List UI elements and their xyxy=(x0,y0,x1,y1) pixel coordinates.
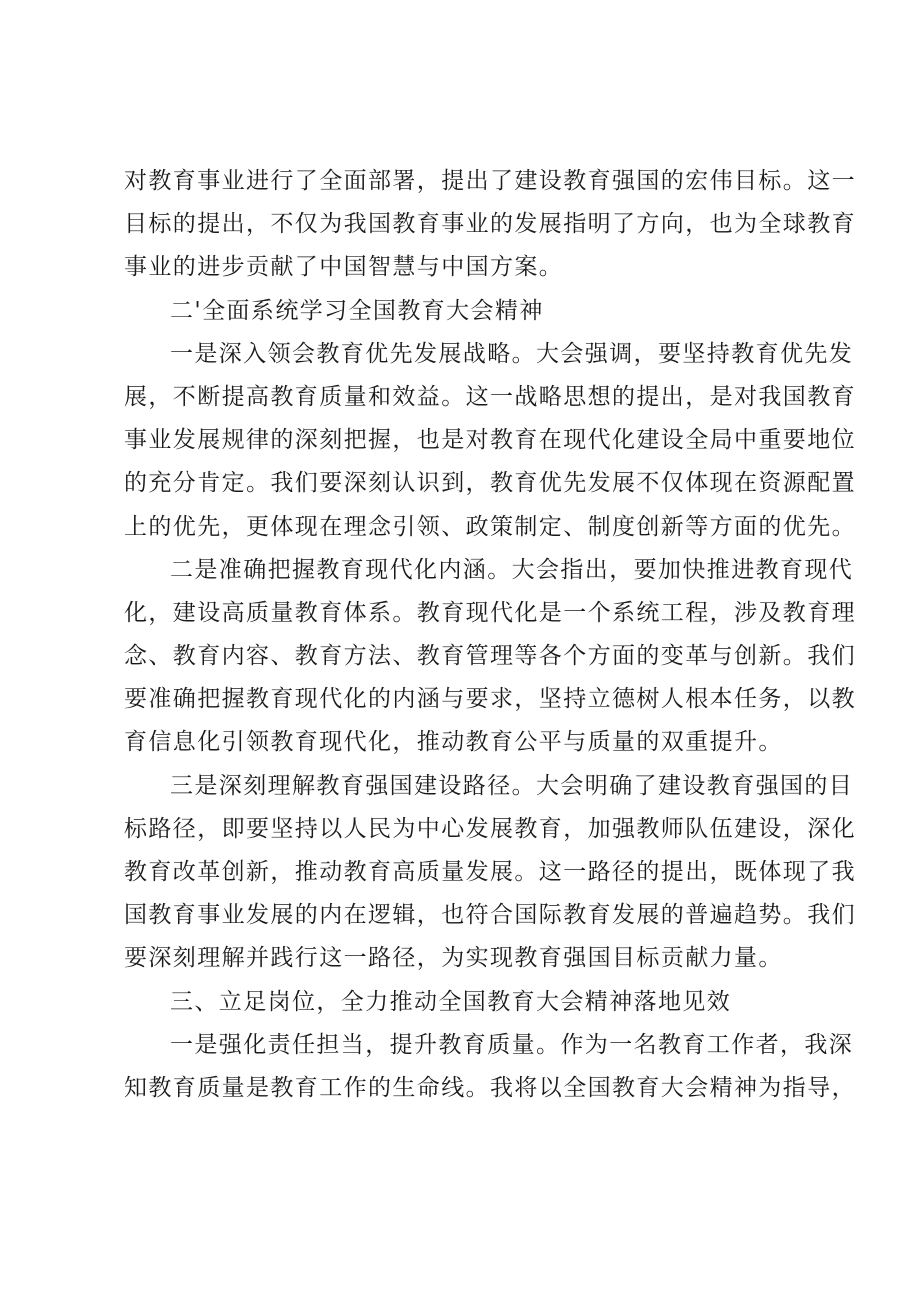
document-body xyxy=(124,160,856,1110)
paragraph-line: 国教育事业发展的内在逻辑，也符合国际教育发展的普遍趋势。我们 xyxy=(124,902,856,929)
section-heading: 三、立足岗位，全力推动全国教育大会精神落地见效 xyxy=(170,988,732,1015)
paragraph-line: 要深刻理解并践行这一路径，为实现教育强国目标贡献力量。 xyxy=(124,945,783,972)
paragraph-line: 事业的进步贡献了中国智慧与中国方案。 xyxy=(124,254,564,281)
paragraph-line: 上的优先，更体现在理念引领、政策制定、制度创新等方面的优先。 xyxy=(124,513,856,540)
paragraph-line: 要准确把握教育现代化的内涵与要求，坚持立德树人根本任务，以教 xyxy=(124,686,856,713)
paragraph-line: 的充分肯定。我们要深刻认识到，教育优先发展不仅体现在资源配置 xyxy=(124,470,856,497)
paragraph-line: 化，建设高质量教育体系。教育现代化是一个系统工程，涉及教育理 xyxy=(124,599,856,626)
paragraph-line: 对教育事业进行了全面部署，提出了建设教育强国的宏伟目标。这一 xyxy=(124,168,856,194)
paragraph-line: 事业发展规律的深刻把握，也是对教育在现代化建设全局中重要地位 xyxy=(124,427,856,454)
paragraph-line: 目标的提出，不仅为我国教育事业的发展指明了方向，也为全球教育 xyxy=(124,211,856,238)
section-heading: 二'全面系统学习全国教育大会精神 xyxy=(170,297,544,324)
paragraph-line: 三是深刻理解教育强国建设路径。大会明确了建设教育强国的目 xyxy=(170,772,854,799)
paragraph-line: 知教育质量是教育工作的生命线。我将以全国教育大会精神为指导， xyxy=(124,1074,856,1101)
paragraph-line: 展，不断提高教育质量和效益。这一战略思想的提出，是对我国教育 xyxy=(124,383,856,410)
paragraph-line: 一是强化责任担当，提升教育质量。作为一名教育工作者，我深 xyxy=(170,1031,854,1058)
paragraph-line: 念、教育内容、教育方法、教育管理等各个方面的变革与创新。我们 xyxy=(124,643,856,670)
paragraph-line: 教育改革创新，推动教育高质量发展。这一路径的提出，既体现了我 xyxy=(124,859,856,885)
paragraph-line: 育信息化引领教育现代化，推动教育公平与质量的双重提升。 xyxy=(124,729,783,756)
paragraph-line: 一是深入领会教育优先发展战略。大会强调，要坚持教育优先发 xyxy=(170,340,854,367)
paragraph-line: 标路径，即要坚持以人民为中心发展教育，加强教师队伍建设，深化 xyxy=(124,815,856,842)
paragraph-line: 二是准确把握教育现代化内涵。大会指出，要加快推进教育现代 xyxy=(170,556,854,583)
